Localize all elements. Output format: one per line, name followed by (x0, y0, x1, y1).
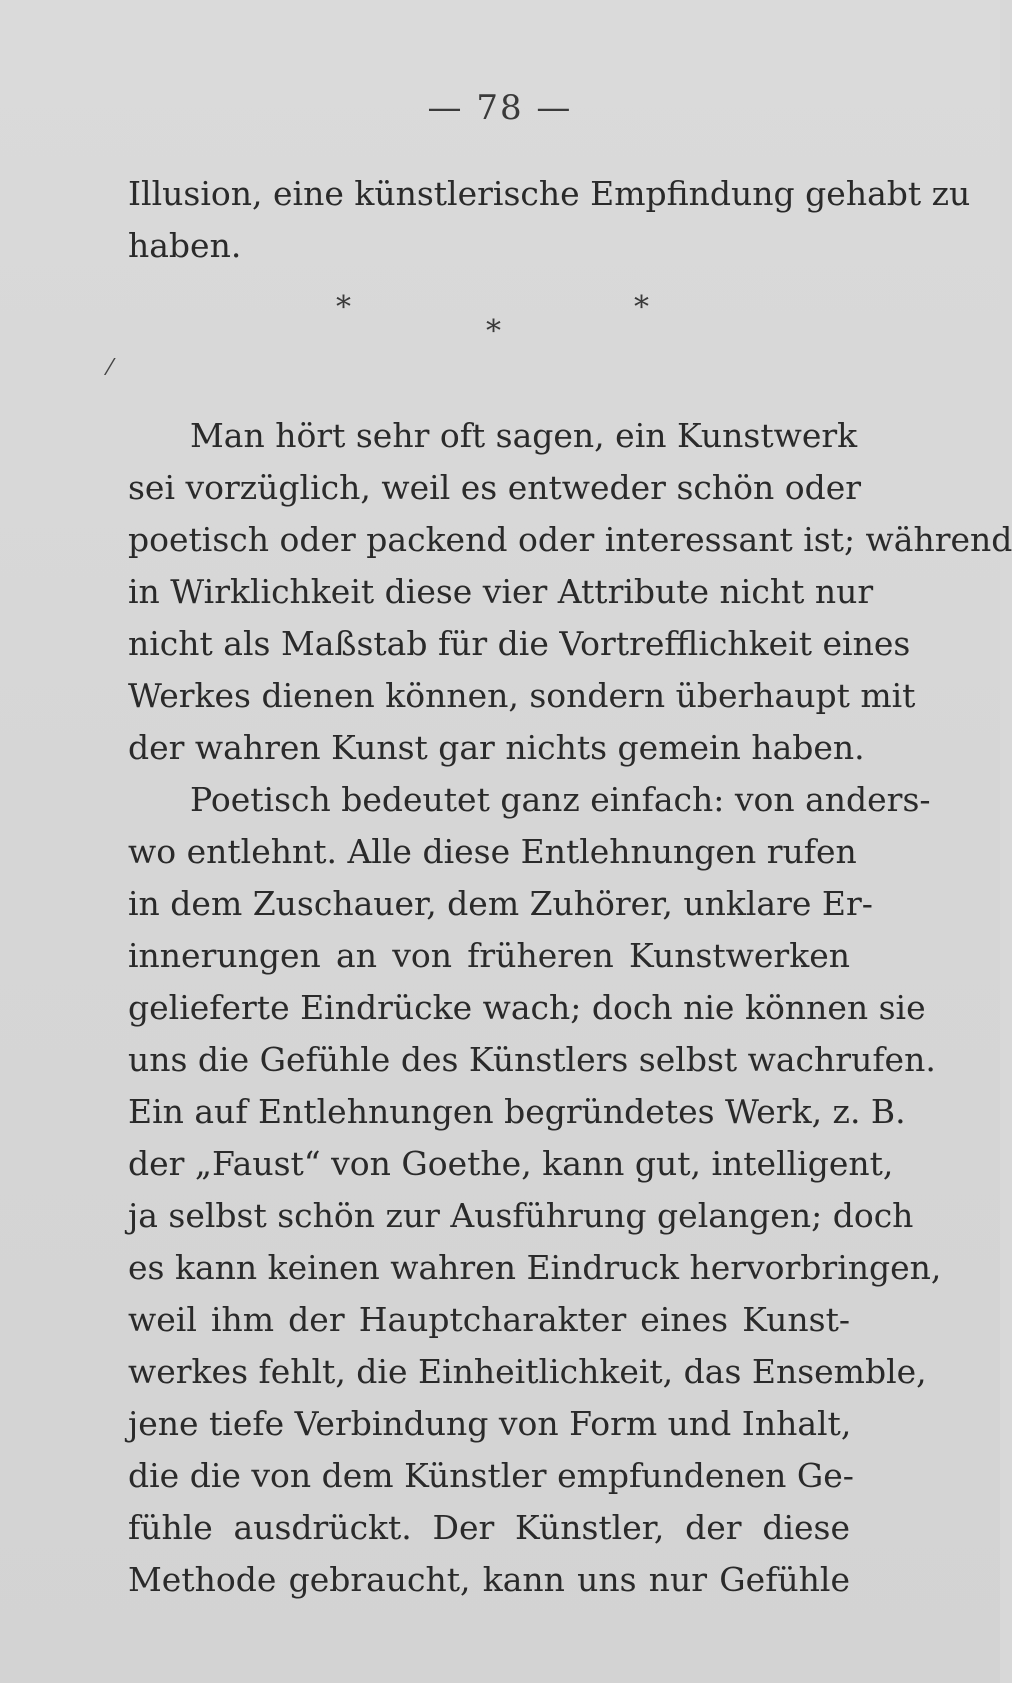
text-line: Ein auf Entlehnungen begründetes Werk, z. B. (128, 1092, 906, 1131)
text-line: in dem Zuschauer, dem Zuhörer, unklare Er- (128, 884, 873, 923)
margin-mark: ⁄ (108, 356, 112, 381)
text-line: fühle ausdrückt. Der Künstler, der diese (128, 1508, 850, 1547)
text-line: sei vorzüglich, weil es entweder schön oder (128, 468, 862, 507)
text-line: es kann keinen wahren Eindruck hervorbringen, (128, 1248, 942, 1287)
text-line: der „Faust“ von Goethe, kann gut, intelligent, (128, 1144, 894, 1183)
text-line: die die von dem Künstler empfundenen Ge- (128, 1456, 854, 1495)
text-line: uns die Gefühle des Künstlers selbst wachrufen. (128, 1040, 936, 1079)
page-number: — 78 — (427, 88, 573, 128)
text-line: ja selbst schön zur Ausführung gelangen; doch (128, 1196, 914, 1235)
separator-star: * (486, 314, 501, 349)
text-line: weil ihm der Hauptcharakter eines Kunst- (128, 1300, 850, 1339)
text-line: innerungen an von früheren Kunstwerken (128, 936, 850, 975)
separator-star: * (634, 290, 649, 325)
text-line: der wahren Kunst gar nichts gemein haben. (128, 728, 865, 767)
text-line: wo entlehnt. Alle diese Entlehnungen rufen (128, 832, 857, 871)
text-line: haben. (128, 226, 242, 265)
text-line: werkes fehlt, die Einheitlichkeit, das Ensemble, (128, 1352, 927, 1391)
text-line: Illusion, eine künstlerische Empfindung gehabt zu (128, 174, 971, 213)
text-line: nicht als Maßstab für die Vortrefflichkeit eines (128, 624, 911, 663)
text-line: Methode gebraucht, kann uns nur Gefühle (128, 1560, 850, 1599)
separator-star: * (336, 290, 351, 325)
paragraph-2 (128, 774, 942, 1606)
text-line: poetisch oder packend oder interessant ist; während (128, 520, 1012, 559)
paragraph-1 (128, 410, 1012, 774)
text-line: Man hört sehr oft sagen, ein Kunstwerk (190, 416, 858, 455)
text-line: Poetisch bedeutet ganz einfach: von anders- (190, 780, 931, 819)
text-line: Werkes dienen können, sondern überhaupt mit (128, 676, 916, 715)
intro-text (128, 168, 971, 272)
text-line: in Wirklichkeit diese vier Attribute nicht nur (128, 572, 874, 611)
text-line: jene tiefe Verbindung von Form und Inhalt, (128, 1404, 852, 1443)
text-line: gelieferte Eindrücke wach; doch nie können sie (128, 988, 926, 1027)
